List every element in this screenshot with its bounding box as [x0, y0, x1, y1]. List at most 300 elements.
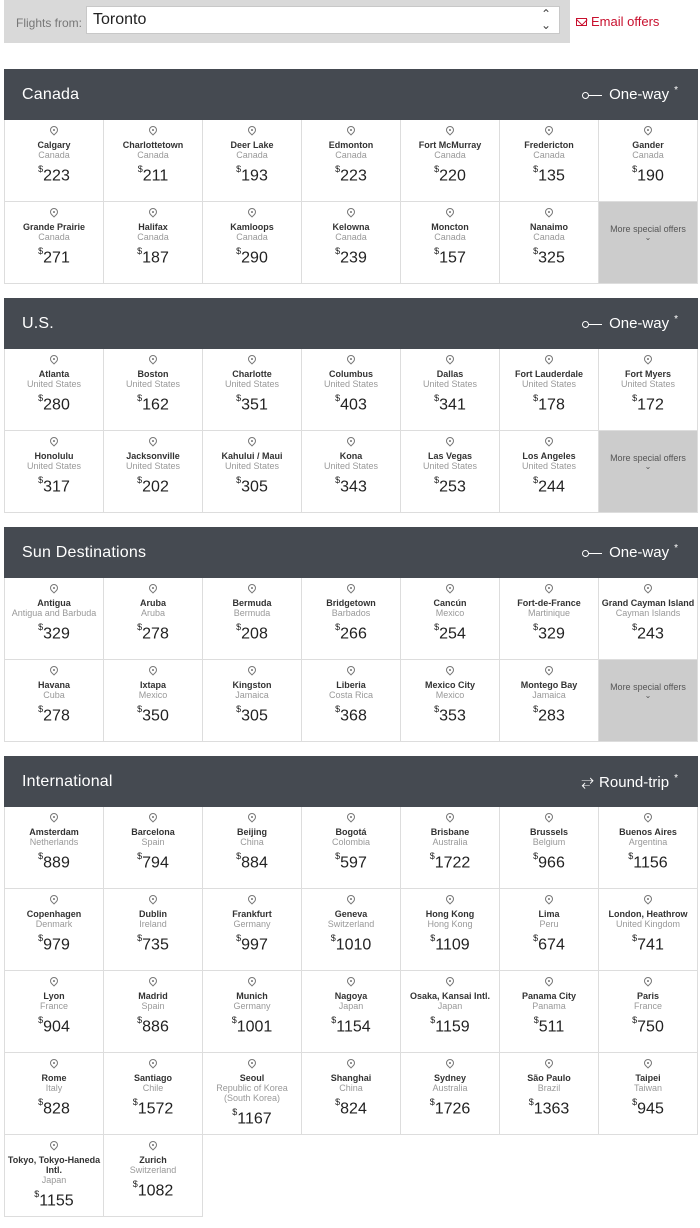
map-pin-icon	[48, 664, 59, 675]
destination-price	[401, 849, 499, 872]
map-pin-icon	[345, 1057, 356, 1068]
map-pin-icon	[642, 124, 653, 135]
destination-card[interactable]	[599, 807, 698, 889]
destination-price	[599, 1013, 697, 1036]
price-value: 244	[538, 478, 565, 496]
destination-card[interactable]	[401, 660, 500, 742]
destination-city: Kahului / Maui	[221, 451, 283, 461]
destination-country: United States	[125, 461, 181, 471]
destination-country: Canada	[632, 150, 664, 160]
price-value: 157	[439, 249, 466, 267]
destination-country: United States	[224, 379, 280, 389]
destination-card[interactable]	[302, 431, 401, 513]
destination-card[interactable]	[203, 1053, 302, 1135]
destination-price	[104, 391, 202, 414]
destination-city: Moncton	[431, 222, 469, 232]
currency-symbol: $	[429, 1097, 435, 1107]
destination-card[interactable]	[104, 202, 203, 284]
destination-price	[401, 244, 499, 267]
destination-card[interactable]	[203, 889, 302, 971]
destination-card[interactable]	[302, 807, 401, 889]
destination-country: Bermuda	[233, 608, 271, 618]
destination-card[interactable]	[104, 889, 203, 971]
currency-symbol: $	[38, 622, 44, 632]
destination-country: China	[240, 837, 264, 847]
price-value: 239	[340, 249, 367, 267]
destination-city: Mexico City	[424, 680, 475, 690]
price-value: 824	[340, 1100, 367, 1118]
destination-card[interactable]	[599, 889, 698, 971]
section-title: Sun Destinations	[22, 544, 147, 561]
destination-city: Sydney	[433, 1073, 466, 1083]
price-value: 597	[340, 854, 367, 872]
destination-card[interactable]	[500, 660, 599, 742]
price-value: 1109	[435, 936, 470, 954]
price-value: 343	[340, 478, 367, 496]
price-value: 884	[241, 854, 268, 872]
destination-card[interactable]	[302, 971, 401, 1053]
destination-country: Barbados	[331, 608, 371, 618]
currency-symbol: $	[335, 164, 341, 174]
map-pin-icon	[444, 582, 455, 593]
price-value: 329	[538, 625, 565, 643]
destination-card[interactable]	[302, 202, 401, 284]
destination-card[interactable]	[599, 1053, 698, 1135]
map-pin-icon	[147, 811, 158, 822]
price-value: 220	[439, 167, 466, 185]
destination-price	[500, 1095, 598, 1118]
destination-country: Switzerland	[129, 1165, 177, 1175]
currency-symbol: $	[38, 246, 44, 256]
map-pin-icon	[543, 124, 554, 135]
destination-price	[5, 931, 103, 954]
destination-city: Santiago	[133, 1073, 172, 1083]
map-pin-icon	[48, 811, 59, 822]
currency-symbol: $	[528, 1097, 534, 1107]
destination-card[interactable]	[104, 1135, 203, 1217]
destination-card[interactable]	[500, 889, 599, 971]
destination-country: Belgium	[532, 837, 566, 847]
destination-price	[104, 702, 202, 725]
map-pin-icon	[444, 893, 455, 904]
destination-city: Grand Cayman Island	[601, 598, 695, 608]
destinations-grid	[4, 120, 698, 284]
map-pin-icon	[543, 435, 554, 446]
destination-country: Colombia	[331, 837, 371, 847]
destination-country: Canada	[38, 232, 70, 242]
trip-type	[581, 773, 678, 791]
destination-card[interactable]	[302, 578, 401, 660]
destination-city: Dublin	[139, 909, 167, 919]
destination-city: Los Angeles	[522, 451, 576, 461]
destination-price	[203, 620, 301, 643]
map-pin-icon	[246, 975, 257, 986]
currency-symbol: $	[335, 622, 341, 632]
destination-price	[104, 931, 202, 954]
destination-country: China	[339, 1083, 363, 1093]
destination-city: Tokyo, Tokyo-Haneda Intl.	[7, 1155, 101, 1175]
destination-city: Geneva	[334, 909, 368, 919]
destination-city: Las Vegas	[427, 451, 473, 461]
destination-price	[302, 849, 400, 872]
price-value: 353	[439, 707, 466, 725]
destination-country: United States	[323, 379, 379, 389]
map-pin-icon	[246, 206, 257, 217]
destination-price	[203, 1105, 301, 1128]
destination-card[interactable]	[401, 971, 500, 1053]
map-pin-icon	[543, 353, 554, 364]
destination-card[interactable]	[401, 202, 500, 284]
currency-symbol: $	[533, 393, 539, 403]
one-way-icon	[582, 549, 604, 557]
destination-card[interactable]	[5, 349, 104, 431]
map-pin-icon	[345, 435, 356, 446]
asterisk: *	[674, 314, 678, 325]
destination-city: Charlottetown	[122, 140, 184, 150]
destination-card[interactable]	[104, 578, 203, 660]
destination-price	[401, 620, 499, 643]
currency-symbol: $	[533, 704, 539, 714]
destination-country: Mexico	[435, 690, 465, 700]
destination-price	[203, 849, 301, 872]
destination-card[interactable]	[203, 120, 302, 202]
destination-country: Peru	[539, 919, 559, 929]
destination-card[interactable]	[104, 431, 203, 513]
destination-country: Jamaica	[532, 690, 566, 700]
destination-card[interactable]	[104, 349, 203, 431]
destination-price	[500, 244, 598, 267]
destination-city: Brisbane	[430, 827, 470, 837]
currency-symbol: $	[533, 851, 539, 861]
destination-price	[500, 702, 598, 725]
map-pin-icon	[147, 435, 158, 446]
destination-country: Australia	[432, 1083, 468, 1093]
currency-symbol: $	[137, 393, 143, 403]
destination-price	[401, 391, 499, 414]
price-value: 278	[142, 625, 169, 643]
destinations-grid	[4, 807, 698, 1217]
destination-card[interactable]	[401, 431, 500, 513]
destination-price	[203, 391, 301, 414]
map-pin-icon	[444, 435, 455, 446]
destination-card[interactable]	[500, 578, 599, 660]
destination-card[interactable]	[401, 120, 500, 202]
more-special-offers-button[interactable]	[599, 660, 698, 742]
destination-price	[599, 391, 697, 414]
destination-price	[302, 620, 400, 643]
map-pin-icon	[48, 435, 59, 446]
currency-symbol: $	[335, 475, 341, 485]
destination-card[interactable]	[599, 120, 698, 202]
section-header	[4, 527, 698, 578]
currency-symbol: $	[137, 246, 143, 256]
origin-city-select[interactable]	[86, 6, 560, 34]
destination-city: Bridgetown	[326, 598, 376, 608]
destination-price	[5, 473, 103, 496]
destination-country: Jamaica	[235, 690, 269, 700]
destination-price	[302, 931, 400, 954]
destination-price	[104, 1095, 202, 1118]
destination-price	[401, 1095, 499, 1118]
map-pin-icon	[543, 975, 554, 986]
destination-country: France	[633, 1001, 662, 1011]
map-pin-icon	[48, 1057, 59, 1068]
trip-type-label: One-way	[609, 86, 670, 103]
currency-symbol: $	[533, 1015, 539, 1025]
currency-symbol: $	[38, 704, 44, 714]
destination-city: São Paulo	[527, 1073, 571, 1083]
price-value: 317	[43, 478, 70, 496]
section-title: International	[22, 773, 113, 790]
section-header	[4, 69, 698, 120]
destination-country: Canada	[434, 232, 466, 242]
destination-card[interactable]	[500, 349, 599, 431]
destination-price	[599, 620, 697, 643]
currency-symbol: $	[533, 475, 539, 485]
destination-card[interactable]	[5, 1053, 104, 1135]
destination-card[interactable]	[401, 578, 500, 660]
destination-price	[500, 391, 598, 414]
destination-card[interactable]	[5, 1135, 104, 1217]
destination-card[interactable]	[599, 971, 698, 1053]
destination-country: Chile	[142, 1083, 164, 1093]
destination-card[interactable]	[104, 660, 203, 742]
destination-card[interactable]	[302, 1053, 401, 1135]
destination-country: United States	[521, 379, 577, 389]
destination-card[interactable]	[203, 578, 302, 660]
destination-country: Costa Rica	[328, 690, 373, 700]
currency-symbol: $	[38, 1015, 44, 1025]
destination-country: Germany	[233, 919, 271, 929]
destination-card[interactable]	[203, 431, 302, 513]
destination-card[interactable]	[104, 120, 203, 202]
map-pin-icon	[345, 206, 356, 217]
destination-city: Lima	[538, 909, 560, 919]
destination-country: Taiwan	[633, 1083, 662, 1093]
map-pin-icon	[444, 206, 455, 217]
map-pin-icon	[345, 664, 356, 675]
destination-price	[401, 473, 499, 496]
currency-symbol: $	[533, 622, 539, 632]
destination-city: Charlotte	[232, 369, 272, 379]
destination-card[interactable]	[500, 807, 599, 889]
destination-card[interactable]	[500, 202, 599, 284]
destination-city: Bermuda	[232, 598, 272, 608]
price-value: 794	[142, 854, 169, 872]
destination-card[interactable]	[5, 202, 104, 284]
destination-card[interactable]	[302, 120, 401, 202]
map-pin-icon	[642, 582, 653, 593]
destination-country: Canada	[335, 232, 367, 242]
destination-price	[401, 931, 499, 954]
destination-card[interactable]	[5, 971, 104, 1053]
price-value: 162	[142, 396, 169, 414]
price-value: 403	[340, 396, 367, 414]
price-value: 208	[241, 625, 268, 643]
more-offers-label: More special offers	[610, 453, 686, 463]
price-value: 283	[538, 707, 565, 725]
destination-card[interactable]	[302, 349, 401, 431]
destination-city: Ixtapa	[139, 680, 166, 690]
destination-country: United States	[224, 461, 280, 471]
destination-price	[302, 1095, 400, 1118]
destination-country: Canada	[434, 150, 466, 160]
destination-country: Canada	[137, 232, 169, 242]
more-special-offers-button[interactable]	[599, 431, 698, 513]
trip-type	[582, 315, 678, 332]
currency-symbol: $	[236, 851, 242, 861]
destination-price	[500, 473, 598, 496]
destination-card[interactable]	[104, 1053, 203, 1135]
destination-city: Deer Lake	[230, 140, 274, 150]
price-value: 187	[142, 249, 169, 267]
map-pin-icon	[147, 893, 158, 904]
price-value: 1726	[434, 1100, 471, 1118]
price-value: 1159	[435, 1018, 470, 1036]
price-value: 368	[340, 707, 367, 725]
destination-card[interactable]	[500, 971, 599, 1053]
destination-city: Amsterdam	[29, 827, 79, 837]
currency-symbol: $	[132, 1179, 138, 1189]
destination-country: Antigua and Barbuda	[11, 608, 97, 618]
destination-card[interactable]	[5, 120, 104, 202]
destination-city: Kingston	[232, 680, 272, 690]
map-pin-icon	[147, 206, 158, 217]
destination-card[interactable]	[5, 807, 104, 889]
destination-card[interactable]	[401, 889, 500, 971]
destination-city: Fort McMurray	[418, 140, 482, 150]
currency-symbol: $	[38, 164, 44, 174]
destination-card[interactable]	[5, 889, 104, 971]
map-pin-icon	[48, 206, 59, 217]
price-value: 193	[241, 167, 268, 185]
price-value: 305	[241, 478, 268, 496]
destination-card[interactable]	[104, 971, 203, 1053]
email-offers-link[interactable]	[576, 14, 659, 29]
currency-symbol: $	[231, 1015, 237, 1025]
map-pin-icon	[48, 893, 59, 904]
section-title: U.S.	[22, 315, 54, 332]
destination-country: Spain	[141, 837, 165, 847]
destination-price	[302, 473, 400, 496]
price-value: 305	[241, 707, 268, 725]
destination-country: Canada	[137, 150, 169, 160]
currency-symbol: $	[632, 164, 638, 174]
destination-city: Hong Kong	[425, 909, 475, 919]
currency-symbol: $	[434, 393, 440, 403]
currency-symbol: $	[137, 475, 143, 485]
currency-symbol: $	[331, 1015, 337, 1025]
destination-card[interactable]	[302, 660, 401, 742]
destination-country: Cayman Islands	[615, 608, 681, 618]
destination-card[interactable]	[5, 431, 104, 513]
destination-country: Cuba	[43, 690, 65, 700]
destination-card[interactable]	[203, 202, 302, 284]
destination-price	[401, 162, 499, 185]
destination-city: Lyon	[43, 991, 65, 1001]
destination-price	[500, 620, 598, 643]
price-value: 741	[637, 936, 664, 954]
destination-country: Martinique	[527, 608, 571, 618]
currency-symbol: $	[232, 1107, 238, 1117]
destination-card[interactable]	[302, 889, 401, 971]
currency-symbol: $	[434, 704, 440, 714]
destination-card[interactable]	[203, 660, 302, 742]
currency-symbol: $	[137, 622, 143, 632]
round-trip-icon: ⥂	[581, 773, 595, 790]
destination-card[interactable]	[5, 578, 104, 660]
destination-card[interactable]	[203, 349, 302, 431]
section-3	[4, 756, 698, 1217]
destination-city: Calgary	[37, 140, 71, 150]
destination-city: Boston	[137, 369, 169, 379]
destination-price	[5, 244, 103, 267]
destination-country: Panama	[532, 1001, 566, 1011]
destination-card[interactable]	[500, 431, 599, 513]
price-value: 1155	[39, 1192, 74, 1210]
destination-city: Halifax	[138, 222, 168, 232]
destination-city: Nagoya	[334, 991, 368, 1001]
price-value: 351	[241, 396, 268, 414]
destination-card[interactable]	[401, 1053, 500, 1135]
currency-symbol: $	[632, 622, 638, 632]
destination-price	[5, 1187, 103, 1210]
selected-city: Toronto	[93, 11, 147, 28]
map-pin-icon	[48, 975, 59, 986]
destination-price	[104, 244, 202, 267]
destination-price	[500, 849, 598, 872]
destination-card[interactable]	[599, 578, 698, 660]
section-2	[4, 527, 698, 742]
destination-card[interactable]	[401, 807, 500, 889]
asterisk: *	[674, 772, 678, 784]
destination-card[interactable]	[104, 807, 203, 889]
map-pin-icon	[246, 582, 257, 593]
destination-city: Cancún	[433, 598, 467, 608]
destination-country: Denmark	[35, 919, 73, 929]
map-pin-icon	[48, 1139, 59, 1150]
price-value: 966	[538, 854, 565, 872]
map-pin-icon	[246, 811, 257, 822]
destination-card[interactable]	[203, 807, 302, 889]
destination-city: Fort Lauderdale	[514, 369, 583, 379]
destination-card[interactable]	[401, 349, 500, 431]
currency-symbol: $	[330, 933, 336, 943]
map-pin-icon	[345, 582, 356, 593]
price-value: 350	[142, 707, 169, 725]
price-value: 341	[439, 396, 466, 414]
destination-card[interactable]	[500, 120, 599, 202]
destination-price	[5, 620, 103, 643]
destination-city: Barcelona	[131, 827, 175, 837]
destination-city: Zurich	[139, 1155, 167, 1165]
destination-city: Columbus	[329, 369, 373, 379]
destinations-grid	[4, 349, 698, 513]
currency-symbol: $	[38, 393, 44, 403]
destination-city: Liberia	[336, 680, 366, 690]
more-special-offers-button[interactable]	[599, 202, 698, 284]
destination-city: Kelowna	[332, 222, 370, 232]
destination-price	[599, 1095, 697, 1118]
destination-card[interactable]	[5, 660, 104, 742]
price-value: 886	[142, 1018, 169, 1036]
destination-card[interactable]	[203, 971, 302, 1053]
currency-symbol: $	[533, 933, 539, 943]
currency-symbol: $	[430, 933, 436, 943]
destination-card[interactable]	[599, 349, 698, 431]
destination-price	[104, 849, 202, 872]
destination-card[interactable]	[500, 1053, 599, 1135]
